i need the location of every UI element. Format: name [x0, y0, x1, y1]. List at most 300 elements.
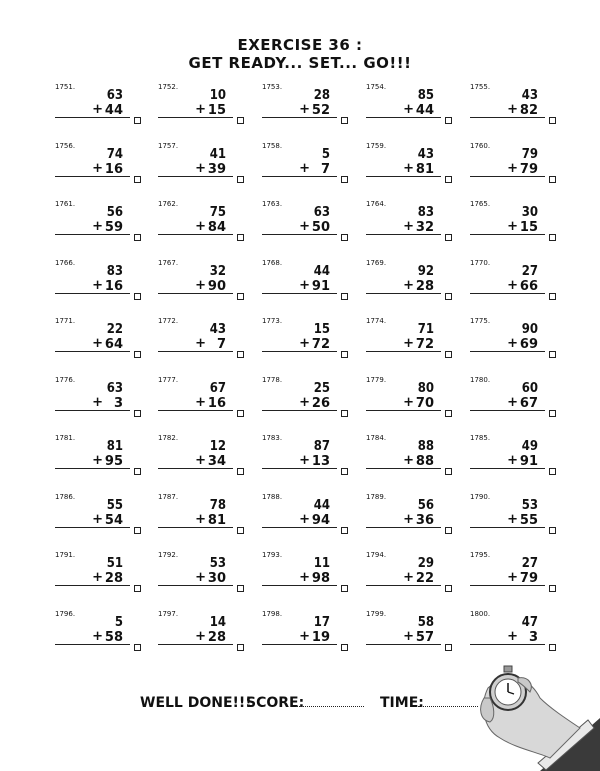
addend-top: 63 [313, 205, 330, 220]
answer-line[interactable] [366, 644, 441, 645]
problem-number: 1792. [158, 551, 179, 559]
addend-top: 44 [313, 497, 330, 513]
plus-sign: + [403, 453, 414, 468]
answer-line[interactable] [366, 176, 441, 177]
plus-sign: + [195, 394, 206, 410]
plus-sign: + [507, 336, 518, 351]
checkbox-icon[interactable] [445, 176, 452, 183]
plus-sign: + [299, 102, 310, 117]
plus-sign: + [403, 628, 414, 644]
problem-number: 1799. [366, 609, 387, 618]
problem-number: 1763. [262, 200, 283, 208]
plus-sign: + [507, 394, 518, 410]
problem-item [55, 259, 145, 309]
addend-bottom: 15 [519, 220, 538, 235]
plus-sign: + [403, 570, 414, 585]
addend-bottom: 70 [415, 395, 434, 411]
answer-line[interactable] [262, 351, 337, 352]
addend-bottom: 50 [311, 220, 330, 235]
addend-top: 27 [521, 263, 538, 279]
checkbox-icon[interactable] [341, 293, 348, 300]
answer-line[interactable] [470, 117, 545, 118]
stopwatch-crown [504, 666, 512, 672]
addend-top: 15 [313, 322, 330, 337]
answer-line[interactable] [158, 585, 233, 586]
problem-number: 1787. [158, 492, 179, 501]
addend-bottom: 91 [311, 278, 330, 294]
problem-item [55, 200, 145, 250]
answer-line[interactable] [55, 293, 130, 294]
problem-item [470, 83, 560, 133]
problem-number: 1761. [55, 200, 76, 208]
plus-sign: + [299, 219, 310, 234]
problem-number: 1783. [262, 434, 283, 442]
answer-line[interactable] [55, 468, 130, 469]
checkbox-icon[interactable] [237, 351, 244, 358]
checkbox-icon[interactable] [237, 468, 244, 475]
checkbox-icon[interactable] [549, 468, 556, 475]
checkbox-icon[interactable] [134, 117, 141, 124]
problem-number: 1760. [470, 141, 491, 150]
addend-bottom: 84 [207, 220, 226, 235]
addend-bottom: 22 [415, 571, 434, 586]
checkbox-icon[interactable] [445, 468, 452, 475]
plus-sign: + [92, 394, 103, 410]
addend-bottom: 16 [104, 278, 123, 294]
problem-item [470, 551, 560, 601]
problem-number: 1769. [366, 258, 387, 267]
addend-top: 44 [313, 263, 330, 279]
problem-number: 1793. [262, 551, 283, 559]
problem-number: 1764. [366, 200, 387, 208]
addend-bottom: 79 [519, 161, 538, 177]
plus-sign: + [92, 160, 103, 176]
answer-line[interactable] [158, 293, 233, 294]
addend-top: 81 [106, 439, 123, 454]
plus-sign: + [195, 453, 206, 468]
plus-sign: + [403, 160, 414, 176]
checkbox-icon[interactable] [341, 234, 348, 241]
checkbox-icon[interactable] [341, 351, 348, 358]
addend-top: 92 [417, 263, 434, 279]
addend-top: 43 [417, 146, 434, 162]
checkbox-icon[interactable] [237, 234, 244, 241]
problem-item [55, 142, 145, 192]
addend-top: 27 [521, 556, 538, 571]
answer-line[interactable] [55, 234, 130, 235]
answer-line[interactable] [158, 527, 233, 528]
plus-sign: + [403, 277, 414, 293]
addend-top: 30 [521, 205, 538, 220]
checkbox-icon[interactable] [237, 176, 244, 183]
problem-item [55, 434, 145, 484]
checkbox-icon[interactable] [237, 410, 244, 417]
problem-item [262, 83, 352, 133]
addend-top: 88 [417, 439, 434, 454]
exercise-subtitle: GET READY... SET... GO!!! [188, 54, 412, 72]
answer-line[interactable] [262, 410, 337, 411]
problem-item [470, 376, 560, 426]
checkbox-icon[interactable] [549, 234, 556, 241]
answer-line[interactable] [366, 351, 441, 352]
answer-line[interactable] [158, 234, 233, 235]
problem-number: 1791. [55, 551, 76, 559]
problem-number: 1772. [158, 317, 179, 325]
problem-number: 1788. [262, 492, 283, 501]
checkbox-icon[interactable] [134, 176, 141, 183]
addend-bottom: 94 [311, 512, 330, 528]
checkbox-icon[interactable] [549, 527, 556, 534]
problem-number: 1776. [55, 375, 76, 384]
addend-top: 12 [209, 439, 226, 454]
problem-item [470, 434, 560, 484]
addend-bottom: 44 [104, 103, 123, 118]
addend-bottom: 44 [415, 103, 434, 118]
addend-bottom: 26 [311, 395, 330, 411]
addend-bottom: 19 [311, 629, 330, 645]
addend-top: 53 [521, 497, 538, 513]
addend-top: 51 [106, 556, 123, 571]
answer-line[interactable] [55, 527, 130, 528]
problem-item [470, 200, 560, 250]
addend-top: 71 [417, 322, 434, 337]
answer-line[interactable] [158, 117, 233, 118]
problem-number: 1775. [470, 317, 491, 325]
answer-line[interactable] [366, 234, 441, 235]
checkbox-icon[interactable] [445, 293, 452, 300]
problem-item [470, 259, 560, 309]
checkbox-icon[interactable] [445, 644, 452, 651]
problem-item [262, 434, 352, 484]
plus-sign: + [299, 160, 310, 176]
plus-sign: + [92, 277, 103, 293]
addend-bottom: 69 [519, 337, 538, 352]
problem-item [470, 142, 560, 192]
checkbox-icon[interactable] [237, 293, 244, 300]
checkbox-icon[interactable] [134, 293, 141, 300]
answer-line[interactable] [262, 468, 337, 469]
checkbox-icon[interactable] [237, 117, 244, 124]
answer-line[interactable] [366, 117, 441, 118]
problem-item [262, 610, 352, 660]
addend-top: 80 [417, 380, 434, 396]
addend-bottom: 34 [207, 454, 226, 469]
addend-bottom: 95 [104, 454, 123, 469]
plus-sign: + [195, 277, 206, 293]
answer-line[interactable] [470, 585, 545, 586]
answer-line[interactable] [158, 644, 233, 645]
checkbox-icon[interactable] [134, 234, 141, 241]
addend-bottom: 88 [415, 454, 434, 469]
addend-top: 87 [313, 439, 330, 454]
addend-bottom: 66 [519, 278, 538, 294]
problem-number: 1777. [158, 375, 179, 384]
problem-number: 1759. [366, 141, 387, 150]
plus-sign: + [195, 511, 206, 527]
plus-sign: + [195, 628, 206, 644]
checkbox-icon[interactable] [134, 585, 141, 592]
plus-sign: + [92, 628, 103, 644]
problem-item [470, 610, 560, 660]
checkbox-icon[interactable] [549, 410, 556, 417]
answer-line[interactable] [470, 176, 545, 177]
problem-item [158, 259, 248, 309]
checkbox-icon[interactable] [445, 234, 452, 241]
answer-line[interactable] [366, 468, 441, 469]
problem-number: 1797. [158, 609, 179, 618]
addend-bottom: 7 [216, 337, 226, 352]
problem-item [366, 142, 456, 192]
plus-sign: + [195, 219, 206, 234]
problem-number: 1752. [158, 83, 179, 91]
addend-bottom: 72 [311, 337, 330, 352]
problem-item [158, 493, 248, 543]
plus-sign: + [299, 336, 310, 351]
addend-top: 78 [209, 497, 226, 513]
problem-number: 1755. [470, 83, 491, 91]
time-field[interactable] [418, 706, 478, 707]
answer-line[interactable] [470, 527, 545, 528]
problem-item [158, 83, 248, 133]
checkbox-icon[interactable] [445, 117, 452, 124]
plus-sign: + [507, 102, 518, 117]
answer-line[interactable] [158, 176, 233, 177]
answer-line[interactable] [366, 293, 441, 294]
addend-top: 43 [209, 322, 226, 337]
plus-sign: + [299, 628, 310, 644]
checkbox-icon[interactable] [549, 351, 556, 358]
problem-number: 1778. [262, 375, 283, 384]
time-label: TIME: [380, 695, 424, 711]
plus-sign: + [92, 453, 103, 468]
answer-line[interactable] [262, 527, 337, 528]
problem-number: 1794. [366, 551, 387, 559]
plus-sign: + [92, 336, 103, 351]
plus-sign: + [507, 453, 518, 468]
plus-sign: + [299, 277, 310, 293]
problem-item [55, 493, 145, 543]
addend-bottom: 16 [104, 161, 123, 177]
checkbox-icon[interactable] [341, 644, 348, 651]
problem-item [470, 493, 560, 543]
answer-line[interactable] [470, 410, 545, 411]
answer-line[interactable] [262, 644, 337, 645]
checkbox-icon[interactable] [549, 585, 556, 592]
problem-item [366, 83, 456, 133]
problem-item [158, 317, 248, 367]
plus-sign: + [299, 453, 310, 468]
plus-sign: + [403, 219, 414, 234]
addend-top: 43 [521, 88, 538, 103]
checkbox-icon[interactable] [341, 468, 348, 475]
answer-line[interactable] [55, 585, 130, 586]
addend-top: 14 [209, 614, 226, 630]
problem-number: 1757. [158, 141, 179, 150]
addend-bottom: 55 [519, 512, 538, 528]
problem-item [262, 376, 352, 426]
answer-line[interactable] [158, 410, 233, 411]
addend-bottom: 28 [207, 629, 226, 645]
problem-number: 1754. [366, 83, 387, 91]
answer-line[interactable] [262, 176, 337, 177]
answer-line[interactable] [470, 351, 545, 352]
checkbox-icon[interactable] [134, 468, 141, 475]
problem-number: 1786. [55, 492, 76, 501]
score-label: SCORE: [246, 695, 305, 711]
problem-number: 1766. [55, 258, 76, 267]
problem-number: 1765. [470, 200, 491, 208]
answer-line[interactable] [158, 468, 233, 469]
plus-sign: + [92, 570, 103, 585]
answer-line[interactable] [55, 176, 130, 177]
checkbox-icon[interactable] [134, 410, 141, 417]
problem-number: 1795. [470, 551, 491, 559]
checkbox-icon[interactable] [445, 410, 452, 417]
problem-number: 1779. [366, 375, 387, 384]
problem-item [158, 376, 248, 426]
addend-top: 67 [209, 380, 226, 396]
addend-top: 25 [313, 380, 330, 396]
problem-number: 1780. [470, 375, 491, 384]
addend-bottom: 81 [415, 161, 434, 177]
problem-number: 1771. [55, 317, 76, 325]
checkbox-icon[interactable] [134, 527, 141, 534]
checkbox-icon[interactable] [445, 351, 452, 358]
checkbox-icon[interactable] [341, 410, 348, 417]
addend-top: 53 [209, 556, 226, 571]
well-done-label: WELL DONE!!! [140, 695, 252, 711]
plus-sign: + [507, 570, 518, 585]
problem-number: 1753. [262, 83, 283, 91]
plus-sign: + [299, 511, 310, 527]
problem-item [158, 200, 248, 250]
answer-line[interactable] [262, 117, 337, 118]
addend-top: 5 [114, 614, 123, 630]
addend-top: 11 [313, 556, 330, 571]
checkbox-icon[interactable] [341, 117, 348, 124]
answer-line[interactable] [262, 234, 337, 235]
addend-bottom: 32 [415, 220, 434, 235]
answer-line[interactable] [470, 468, 545, 469]
problem-item [366, 376, 456, 426]
plus-sign: + [403, 511, 414, 527]
addend-bottom: 58 [104, 629, 123, 645]
addend-bottom: 64 [104, 337, 123, 352]
checkbox-icon[interactable] [341, 176, 348, 183]
answer-line[interactable] [470, 234, 545, 235]
score-field[interactable] [296, 706, 364, 707]
plus-sign: + [92, 102, 103, 117]
problem-item [366, 434, 456, 484]
addend-bottom: 81 [207, 512, 226, 528]
answer-line[interactable] [55, 351, 130, 352]
plus-sign: + [507, 628, 518, 644]
addend-top: 10 [209, 88, 226, 103]
answer-line[interactable] [470, 293, 545, 294]
plus-sign: + [507, 511, 518, 527]
problem-item [366, 259, 456, 309]
addend-bottom: 7 [320, 161, 330, 177]
checkbox-icon[interactable] [549, 117, 556, 124]
addend-top: 79 [521, 146, 538, 162]
exercise-title: EXERCISE 36 : [237, 36, 363, 54]
answer-line[interactable] [470, 644, 545, 645]
plus-sign: + [195, 102, 206, 117]
checkbox-icon[interactable] [445, 585, 452, 592]
addend-top: 56 [417, 497, 434, 513]
plus-sign: + [92, 511, 103, 527]
problem-item [262, 551, 352, 601]
addend-top: 63 [106, 380, 123, 396]
addend-bottom: 13 [311, 454, 330, 469]
checkbox-icon[interactable] [237, 527, 244, 534]
answer-line[interactable] [366, 410, 441, 411]
checkbox-icon[interactable] [134, 644, 141, 651]
answer-line[interactable] [262, 585, 337, 586]
problem-item [366, 551, 456, 601]
addend-bottom: 79 [519, 571, 538, 586]
addend-top: 47 [521, 614, 538, 630]
answer-line[interactable] [55, 117, 130, 118]
addend-top: 85 [417, 88, 434, 103]
problem-number: 1751. [55, 83, 76, 91]
answer-line[interactable] [262, 293, 337, 294]
addend-top: 29 [417, 556, 434, 571]
addend-top: 60 [521, 380, 538, 396]
checkbox-icon[interactable] [341, 585, 348, 592]
addend-bottom: 16 [207, 395, 226, 411]
problem-item [55, 376, 145, 426]
addend-bottom: 28 [415, 278, 434, 294]
plus-sign: + [299, 570, 310, 585]
problem-number: 1798. [262, 609, 283, 618]
plus-sign: + [195, 336, 206, 351]
answer-line[interactable] [55, 644, 130, 645]
problem-item [262, 317, 352, 367]
checkbox-icon[interactable] [549, 176, 556, 183]
problem-item [262, 142, 352, 192]
problem-item [158, 434, 248, 484]
checkbox-icon[interactable] [549, 644, 556, 651]
problem-number: 1790. [470, 492, 491, 501]
answer-line[interactable] [366, 585, 441, 586]
addend-bottom: 72 [415, 337, 434, 352]
addend-top: 5 [321, 146, 330, 162]
checkbox-icon[interactable] [237, 644, 244, 651]
addend-bottom: 3 [113, 395, 123, 411]
checkbox-icon[interactable] [237, 585, 244, 592]
answer-line[interactable] [366, 527, 441, 528]
problem-number: 1770. [470, 258, 491, 267]
problem-item [366, 317, 456, 367]
checkbox-icon[interactable] [549, 293, 556, 300]
addend-top: 22 [106, 322, 123, 337]
addend-top: 58 [417, 614, 434, 630]
addend-bottom: 98 [311, 571, 330, 586]
answer-line[interactable] [55, 410, 130, 411]
checkbox-icon[interactable] [341, 527, 348, 534]
plus-sign: + [92, 219, 103, 234]
addend-top: 56 [106, 205, 123, 220]
stopwatch-in-hand-icon [470, 658, 600, 771]
answer-line[interactable] [158, 351, 233, 352]
checkbox-icon[interactable] [134, 351, 141, 358]
addend-bottom: 67 [519, 395, 538, 411]
plus-sign: + [299, 394, 310, 410]
problem-number: 1800. [470, 609, 491, 618]
checkbox-icon[interactable] [445, 527, 452, 534]
addend-bottom: 57 [415, 629, 434, 645]
